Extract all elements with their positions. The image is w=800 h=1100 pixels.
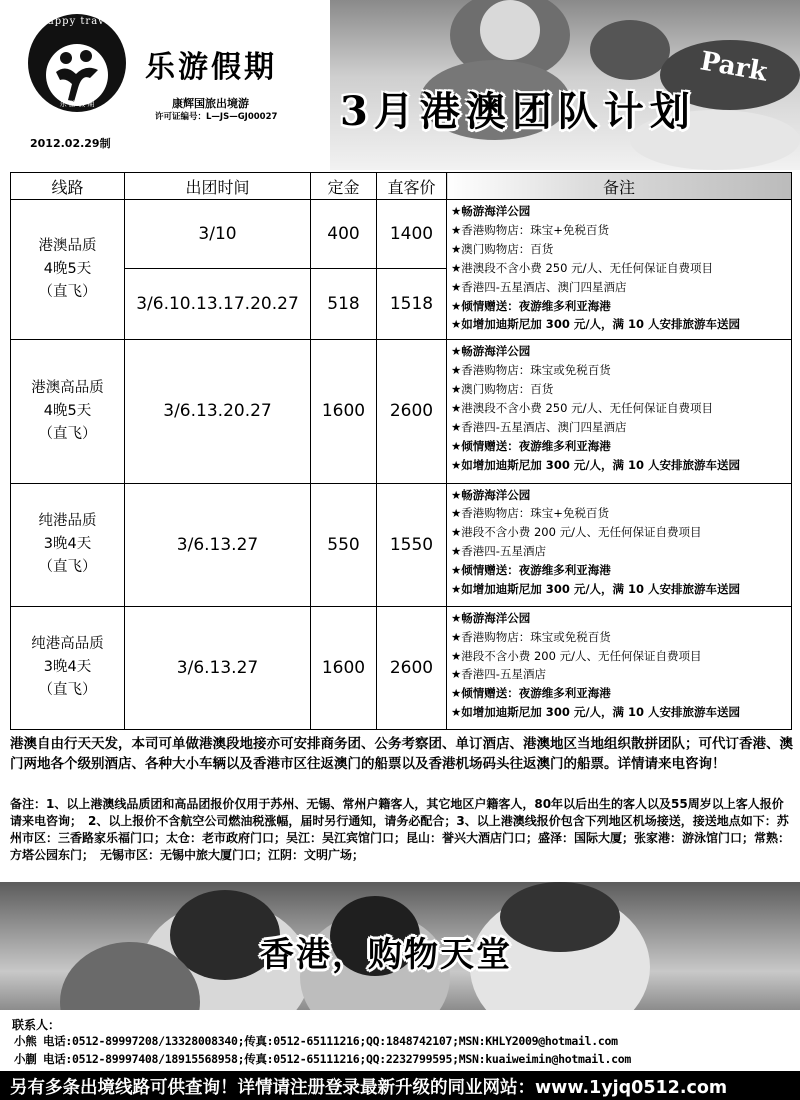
route-duration: 4晚5天 — [43, 261, 92, 278]
route-cell — [11, 340, 125, 483]
route-cell — [11, 483, 125, 606]
logo-figure-icon — [46, 44, 108, 106]
deposit-value: 550 — [311, 483, 377, 606]
route-name: 港澳高品质 — [31, 379, 104, 396]
footer-text: 另有多条出境线路可供查询！详情请注册登录最新升级的同业网站：www.1yjq0512.com — [10, 1078, 728, 1098]
logo-text-top: Happy travel — [38, 16, 116, 27]
note-line: ★港澳段不含小费 250 元/人、无任何保证自费项目 — [451, 260, 713, 275]
note-line: ★倾情赠送：夜游维多利亚海港 — [451, 563, 611, 578]
header-deposit: 定金 — [311, 173, 377, 200]
note-line: ★倾情赠送：夜游维多利亚海港 — [451, 438, 611, 453]
note-line: ★香港购物店：珠宝+免税百货 — [451, 222, 609, 237]
route-duration: 3晚4天 — [43, 659, 92, 676]
note-line: ★如增加迪斯尼加 300 元/人，满 10 人安排旅游车送园 — [451, 705, 741, 720]
note-line: ★畅游海洋公园 — [451, 610, 531, 625]
table-row — [11, 200, 792, 269]
route-name: 纯港高品质 — [31, 636, 104, 653]
note-line: ★香港购物店：珠宝或免税百货 — [451, 363, 611, 378]
route-cell — [11, 606, 125, 729]
contact-label: 联系人： — [12, 1018, 61, 1032]
issue-date: 2012.02.29制 — [30, 137, 111, 150]
header-route: 线路 — [11, 173, 125, 200]
intro-paragraph: 港澳自由行天天发，本司可单做港澳段地接亦可安排商务团、公务考察团、单订酒店、港澳地区当地组织散拼团队；可代订香港、澳门两地各个级别酒店、各种大小车辆以及香港市区往返澳门的船票以及香港机场码头往返澳门的船票。详情请来电咨询！ — [10, 736, 793, 772]
park-sign-text: Park — [697, 46, 770, 88]
deposit-value: 1600 — [311, 606, 377, 729]
note-line: ★香港四-五星酒店、澳门四星酒店 — [451, 419, 627, 434]
route-flight: （直飞） — [38, 284, 97, 301]
route-name: 港澳品质 — [38, 238, 97, 255]
table-row — [11, 483, 792, 606]
header-notes: 备注 — [447, 173, 792, 200]
license-number: 许可证编号：L—JS—GJ00027 — [155, 112, 278, 122]
deposit-value: 400 — [311, 200, 377, 269]
price-value: 1550 — [377, 483, 447, 606]
route-flight: （直飞） — [38, 425, 97, 442]
departure-date: 3/10 — [125, 200, 311, 269]
header-price: 直客价 — [377, 173, 447, 200]
page-title: 3月港澳团队计划 — [340, 88, 696, 135]
contact-line: 小蒯 电话:0512-89997408/18915568958;传真:0512-65111216;QQ:2232799595;MSN:kuaiweimin@hotmail.com — [14, 1052, 631, 1066]
price-value: 1400 — [377, 200, 447, 269]
price-value: 1518 — [377, 269, 447, 340]
note-line: ★香港四-五星酒店 — [451, 667, 546, 682]
route-name: 纯港品质 — [38, 513, 97, 530]
note-line: ★如增加迪斯尼加 300 元/人，满 10 人安排旅游车送园 — [451, 582, 741, 597]
brand-name: 乐游假期 — [145, 50, 277, 85]
route-flight: （直飞） — [38, 559, 97, 576]
header-date: 出团时间 — [125, 173, 311, 200]
departure-date: 3/6.13.27 — [125, 483, 311, 606]
note-line: ★港澳段不含小费 250 元/人、无任何保证自费项目 — [451, 400, 713, 415]
note-line: ★香港四-五星酒店 — [451, 544, 546, 559]
route-cell — [11, 200, 125, 340]
note-line: ★香港四-五星酒店、澳门四星酒店 — [451, 279, 627, 294]
slogan: 香港，购物天堂 — [260, 935, 512, 975]
notes-cell — [447, 483, 792, 606]
notes-cell — [447, 606, 792, 729]
logo-text-bottom: 乐 游 假 期 — [59, 100, 95, 108]
agency-name: 康辉国旅出境游 — [172, 97, 249, 110]
route-flight: （直飞） — [38, 682, 97, 699]
departure-date: 3/6.13.27 — [125, 606, 311, 729]
note-line: ★畅游海洋公园 — [451, 487, 531, 502]
note-line: ★澳门购物店：百货 — [451, 382, 554, 397]
note-line: ★如增加迪斯尼加 300 元/人，满 10 人安排旅游车送园 — [451, 317, 741, 332]
route-duration: 4晚5天 — [43, 402, 92, 419]
note-line: ★倾情赠送：夜游维多利亚海港 — [451, 686, 611, 701]
note-line: ★香港购物店：珠宝或免税百货 — [451, 629, 611, 644]
departure-date: 3/6.13.20.27 — [125, 340, 311, 483]
deposit-value: 518 — [311, 269, 377, 340]
deposit-value: 1600 — [311, 340, 377, 483]
note-line: ★倾情赠送：夜游维多利亚海港 — [451, 298, 611, 313]
table-row — [11, 606, 792, 729]
departure-date: 3/6.10.13.17.20.27 — [125, 269, 311, 340]
price-value: 2600 — [377, 340, 447, 483]
remarks-paragraph: 备注：1、以上港澳线品质团和高品团报价仅用于苏州、无锡、常州户籍客人，其它地区户籍客人，80年以后出生的客人以及55周岁以上客人报价请来电咨询； 2、以上报价不含航空公司燃油税涨幅，届时另行通知，请务必配合；3、以上港澳线报价包含下列地区机场接送，接送地点如下：苏州市区：三香路家乐福门口；太仓：老市政府门口；吴江：吴江宾馆门口；昆山：誉兴大酒店门口；盛泽：国际大厦；张家港：游泳馆门口；常熟：方塔公园东门； 无锡市区：无锡中旅大厦门口；江阴：文明广场； — [10, 797, 791, 862]
notes-cell — [447, 340, 792, 483]
note-line: ★畅游海洋公园 — [451, 204, 531, 218]
note-line: ★香港购物店：珠宝+免税百货 — [451, 506, 609, 521]
table-row — [11, 340, 792, 483]
notes-cell — [447, 200, 792, 340]
note-line: ★澳门购物店：百货 — [451, 241, 554, 256]
note-line: ★港段不含小费 200 元/人、无任何保证自费项目 — [451, 648, 702, 663]
contact-line: 小熊 电话:0512-89997208/13328008340;传真:0512-65111216;QQ:1848742107;MSN:KHLY2009@hotmail.com — [14, 1034, 618, 1048]
route-duration: 3晚4天 — [43, 536, 92, 553]
note-line: ★畅游海洋公园 — [451, 344, 531, 359]
note-line: ★港段不含小费 200 元/人、无任何保证自费项目 — [451, 525, 702, 540]
note-line: ★如增加迪斯尼加 300 元/人，满 10 人安排旅游车送园 — [451, 457, 741, 472]
price-value: 2600 — [377, 606, 447, 729]
tour-price-table — [10, 172, 792, 730]
table-header-row — [11, 173, 792, 200]
